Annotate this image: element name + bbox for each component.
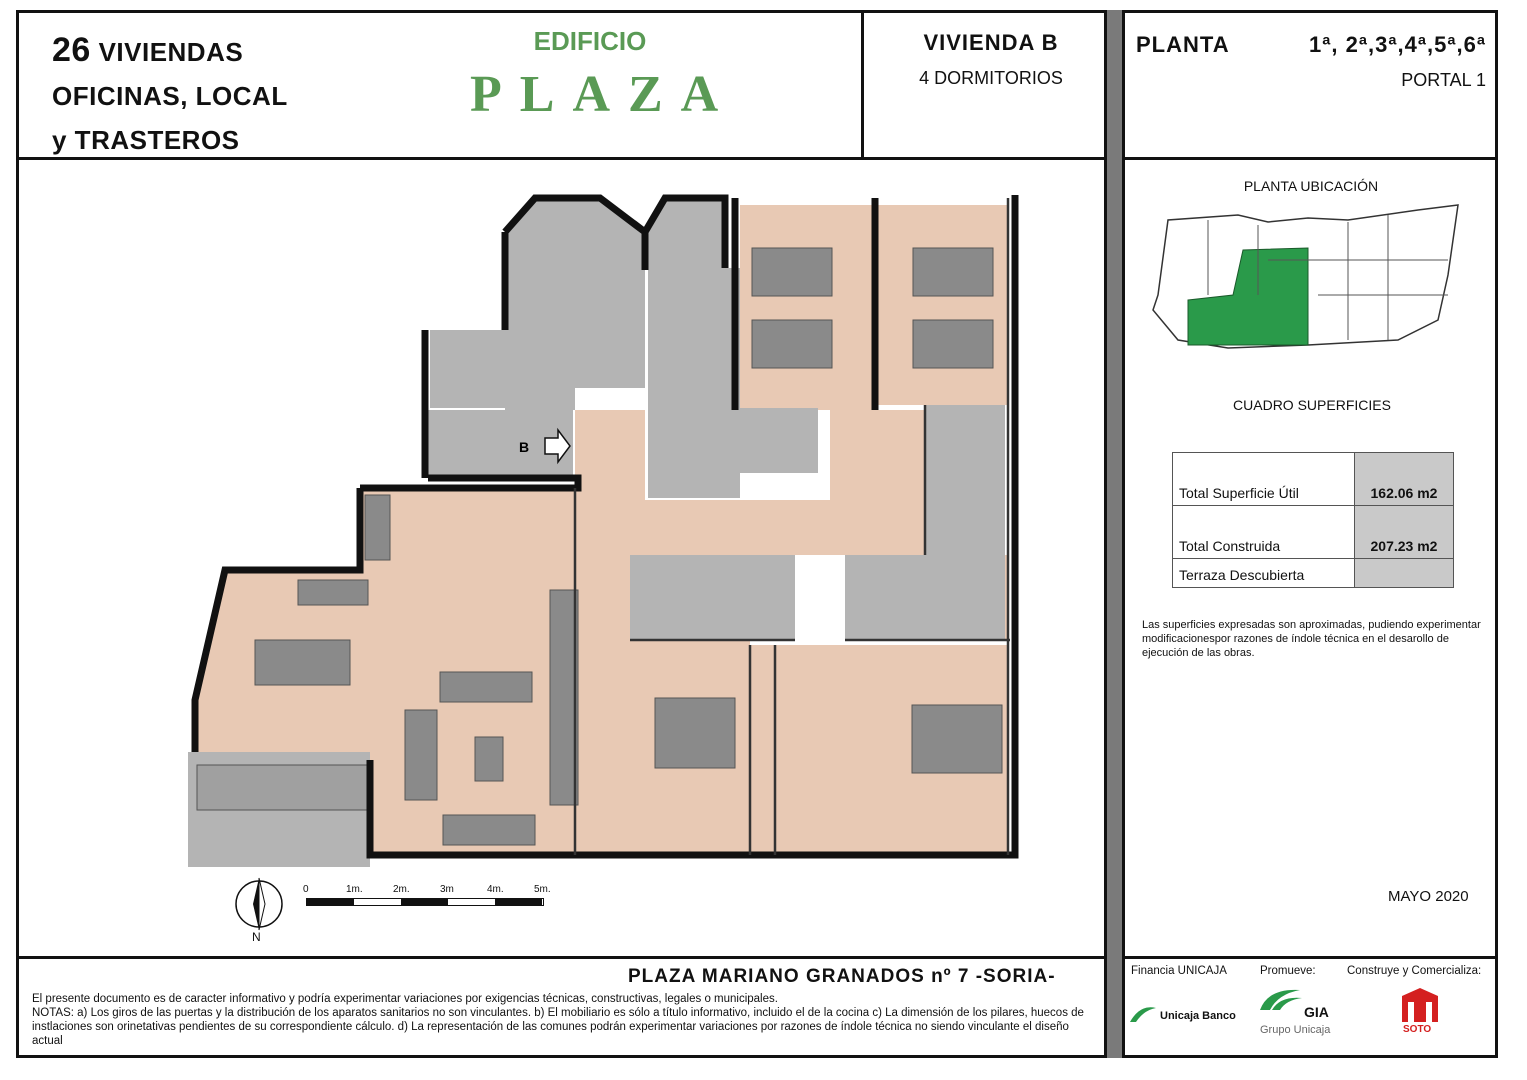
project-line-3: y TRASTEROS: [52, 125, 240, 155]
scale-tick-3: 3m: [440, 884, 454, 895]
gia-logo: [1258, 986, 1338, 1038]
area-label: Total Construida: [1173, 506, 1355, 559]
unit-title: VIVIENDA B: [923, 30, 1059, 55]
areas-table: [1172, 452, 1454, 588]
scale-tick-5: 5m.: [534, 884, 551, 895]
builder-label: Construye y Comercializa:: [1347, 965, 1482, 977]
location-title: PLANTA UBICACIÓN: [1243, 178, 1379, 194]
floor-plan: [180, 180, 1030, 880]
scale-tick-0: 0: [303, 884, 309, 895]
disclaimer-line-1: El presente documento es de caracter informativo y podría experimentar variaciones por exigencias técnicas, constructivas, legales o municipales.: [32, 993, 778, 1005]
scale-bar: [306, 898, 544, 906]
date-label: MAYO 2020: [1388, 888, 1469, 905]
bedroom-1: [740, 205, 875, 410]
elevator: [430, 330, 510, 408]
project-summary: [52, 28, 288, 162]
floor-info: [1136, 32, 1486, 91]
building-label: EDIFICIO: [533, 26, 647, 56]
floor-label: PLANTA: [1136, 32, 1230, 57]
area-value: [1355, 559, 1454, 588]
location-map: [1148, 200, 1468, 355]
unicaja-logo: [1128, 1000, 1240, 1030]
stair-core: [505, 198, 645, 410]
area-value: 162.06 m2: [1355, 453, 1454, 506]
north-label: N: [252, 930, 261, 944]
area-label: Terraza Descubierta: [1173, 559, 1355, 588]
scale-tick-1: 1m.: [346, 884, 363, 895]
disclaimer: [32, 992, 1102, 1048]
soto-logo: [1400, 988, 1444, 1038]
gia-icon: [1258, 986, 1304, 1012]
floor-values: 1ª, 2ª,3ª,4ª,5ª,6ª: [1309, 32, 1486, 57]
project-line-2: OFICINAS, LOCAL: [52, 81, 288, 111]
bath-2: [845, 555, 1005, 640]
unit-info: [866, 30, 1116, 89]
areas-note: Las superficies expresadas son aproximadas, pudiendo experimentar modificacionespor razones de índole técnica en el desarollo de ejecución de las obras.: [1142, 619, 1481, 659]
scale-tick-4: 4m.: [487, 884, 504, 895]
table-row: [1173, 506, 1454, 559]
unicaja-icon: [1128, 1002, 1158, 1024]
disclaimer-line-2: NOTAS: a) Los giros de las puertas y la distribución de los aparatos sanitarios no son vinculantes. b) El mobiliario es sólo a título informativo, incluido el de la cocina c) La dimensión de los pilares, huecos de instlaciones son orinetativas pendientes de su correspondiente cálculo. d) La representación de las comunes podrán experimentar variaciones por razones de índole técnica no siendo vinculante el diseño actual: [32, 1007, 1084, 1047]
units-count: 26: [52, 31, 91, 69]
units-word: VIVIENDAS: [98, 37, 244, 67]
vertical-divider: [1107, 10, 1123, 1058]
area-value: 207.23 m2: [1355, 506, 1454, 559]
gia-sub: Grupo Unicaja: [1260, 1024, 1331, 1036]
promoter-label: Promueve:: [1260, 965, 1316, 977]
bedroom-2: [878, 205, 1008, 405]
portal-label: PORTAL 1: [1401, 70, 1486, 90]
table-row: [1173, 453, 1454, 506]
soto-icon: [1400, 988, 1440, 1024]
soto-text: SOTO: [1403, 1024, 1432, 1035]
unicaja-text: Unicaja Banco: [1160, 1010, 1236, 1022]
table-row: [1173, 559, 1454, 588]
bath-3: [925, 405, 1005, 555]
finance-label: Financia UNICAJA: [1131, 965, 1227, 977]
entry-label: B: [519, 439, 530, 455]
areas-title: CUADRO SUPERFICIES: [1233, 397, 1391, 413]
building-logo: [470, 26, 737, 124]
area-label: Total Superficie Útil: [1173, 453, 1355, 506]
kitchen-counter: [648, 408, 818, 473]
scale-tick-2: 2m.: [393, 884, 410, 895]
unit-bedrooms: 4 DORMITORIOS: [919, 68, 1063, 88]
building-name: PLAZA: [470, 66, 737, 123]
bath-1: [630, 555, 795, 640]
gia-text: GIA: [1304, 1004, 1329, 1020]
address: PLAZA MARIANO GRANADOS nº 7 -SORIA-: [628, 966, 1056, 987]
